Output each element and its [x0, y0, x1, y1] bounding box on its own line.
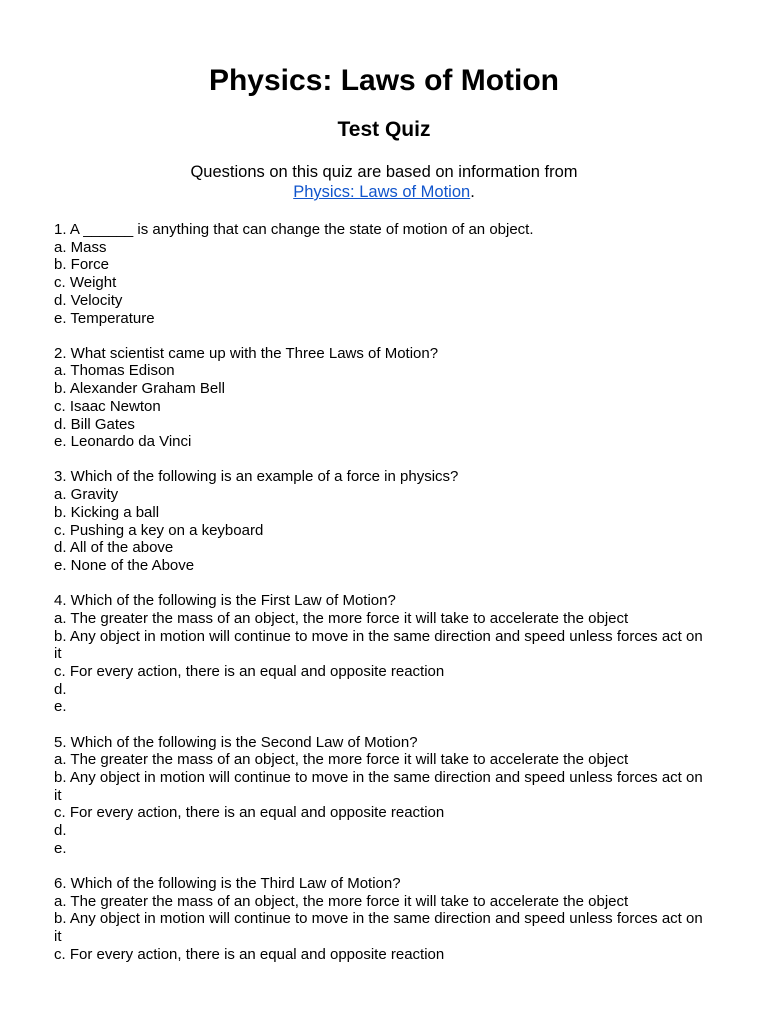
answer-option: a. The greater the mass of an object, the more force it will take to accelerate the object — [54, 892, 629, 910]
answer-option: d. — [54, 680, 67, 698]
answer-option: a. Mass — [54, 238, 107, 256]
answer-option: d. Velocity — [54, 291, 123, 309]
question-block — [54, 592, 714, 716]
answer-option: c. For every action, there is an equal and opposite reaction — [54, 945, 445, 963]
answer-option: b. Any object in motion will continue to move in the same direction and speed unless forces act on it — [54, 910, 703, 946]
answer-option: b. Kicking a ball — [54, 503, 160, 521]
answer-option: d. All of the above — [54, 539, 174, 557]
question-block — [54, 221, 714, 327]
question-list — [54, 221, 714, 964]
question-prompt: 5. Which of the following is the Second Law of Motion? — [54, 733, 418, 751]
source-link[interactable]: Physics: Laws of Motion — [293, 183, 471, 201]
page-title: Physics: Laws of Motion — [208, 64, 560, 97]
answer-option: e. Temperature — [54, 309, 155, 327]
question-prompt: 1. A ______ is anything that can change the state of motion of an object. — [54, 221, 534, 238]
question-block — [54, 345, 714, 451]
answer-option: b. Alexander Graham Bell — [54, 380, 225, 398]
answer-option: d. — [54, 822, 67, 840]
answer-option: e. Leonardo da Vinci — [54, 433, 192, 451]
intro-text — [54, 144, 714, 202]
answer-option: b. Any object in motion will continue to move in the same direction and speed unless forces act on it — [54, 768, 703, 804]
answer-option: a. Thomas Edison — [54, 362, 175, 380]
question-block — [54, 875, 714, 964]
question-prompt: 6. Which of the following is the Third Law of Motion? — [54, 875, 401, 892]
question-block — [54, 468, 714, 574]
page-subtitle: Test Quiz — [337, 118, 431, 141]
answer-option: c. Weight — [54, 274, 117, 292]
answer-option: a. Gravity — [54, 486, 119, 504]
answer-option: e. None of the Above — [54, 556, 195, 574]
answer-option: c. For every action, there is an equal and opposite reaction — [54, 662, 445, 680]
answer-option: c. For every action, there is an equal and opposite reaction — [54, 804, 445, 822]
answer-option: a. The greater the mass of an object, the more force it will take to accelerate the object — [54, 751, 629, 769]
question-prompt: 4. Which of the following is the First Law of Motion? — [54, 592, 396, 610]
answer-option: c. Isaac Newton — [54, 397, 161, 415]
intro-period: . — [470, 183, 475, 201]
answer-option: b. Force — [54, 256, 110, 274]
answer-option: e. — [54, 839, 67, 857]
question-prompt: 3. Which of the following is an example of a force in physics? — [54, 468, 459, 486]
answer-option: e. — [54, 698, 67, 716]
answer-option: b. Any object in motion will continue to move in the same direction and speed unless forces act on it — [54, 627, 703, 663]
question-prompt: 2. What scientist came up with the Three Laws of Motion? — [54, 344, 439, 362]
question-block — [54, 734, 714, 858]
answer-option: c. Pushing a key on a keyboard — [54, 521, 264, 539]
intro-line: Questions on this quiz are based on information from — [190, 163, 578, 181]
answer-option: d. Bill Gates — [54, 415, 135, 433]
answer-option: a. The greater the mass of an object, the more force it will take to accelerate the object — [54, 609, 629, 627]
